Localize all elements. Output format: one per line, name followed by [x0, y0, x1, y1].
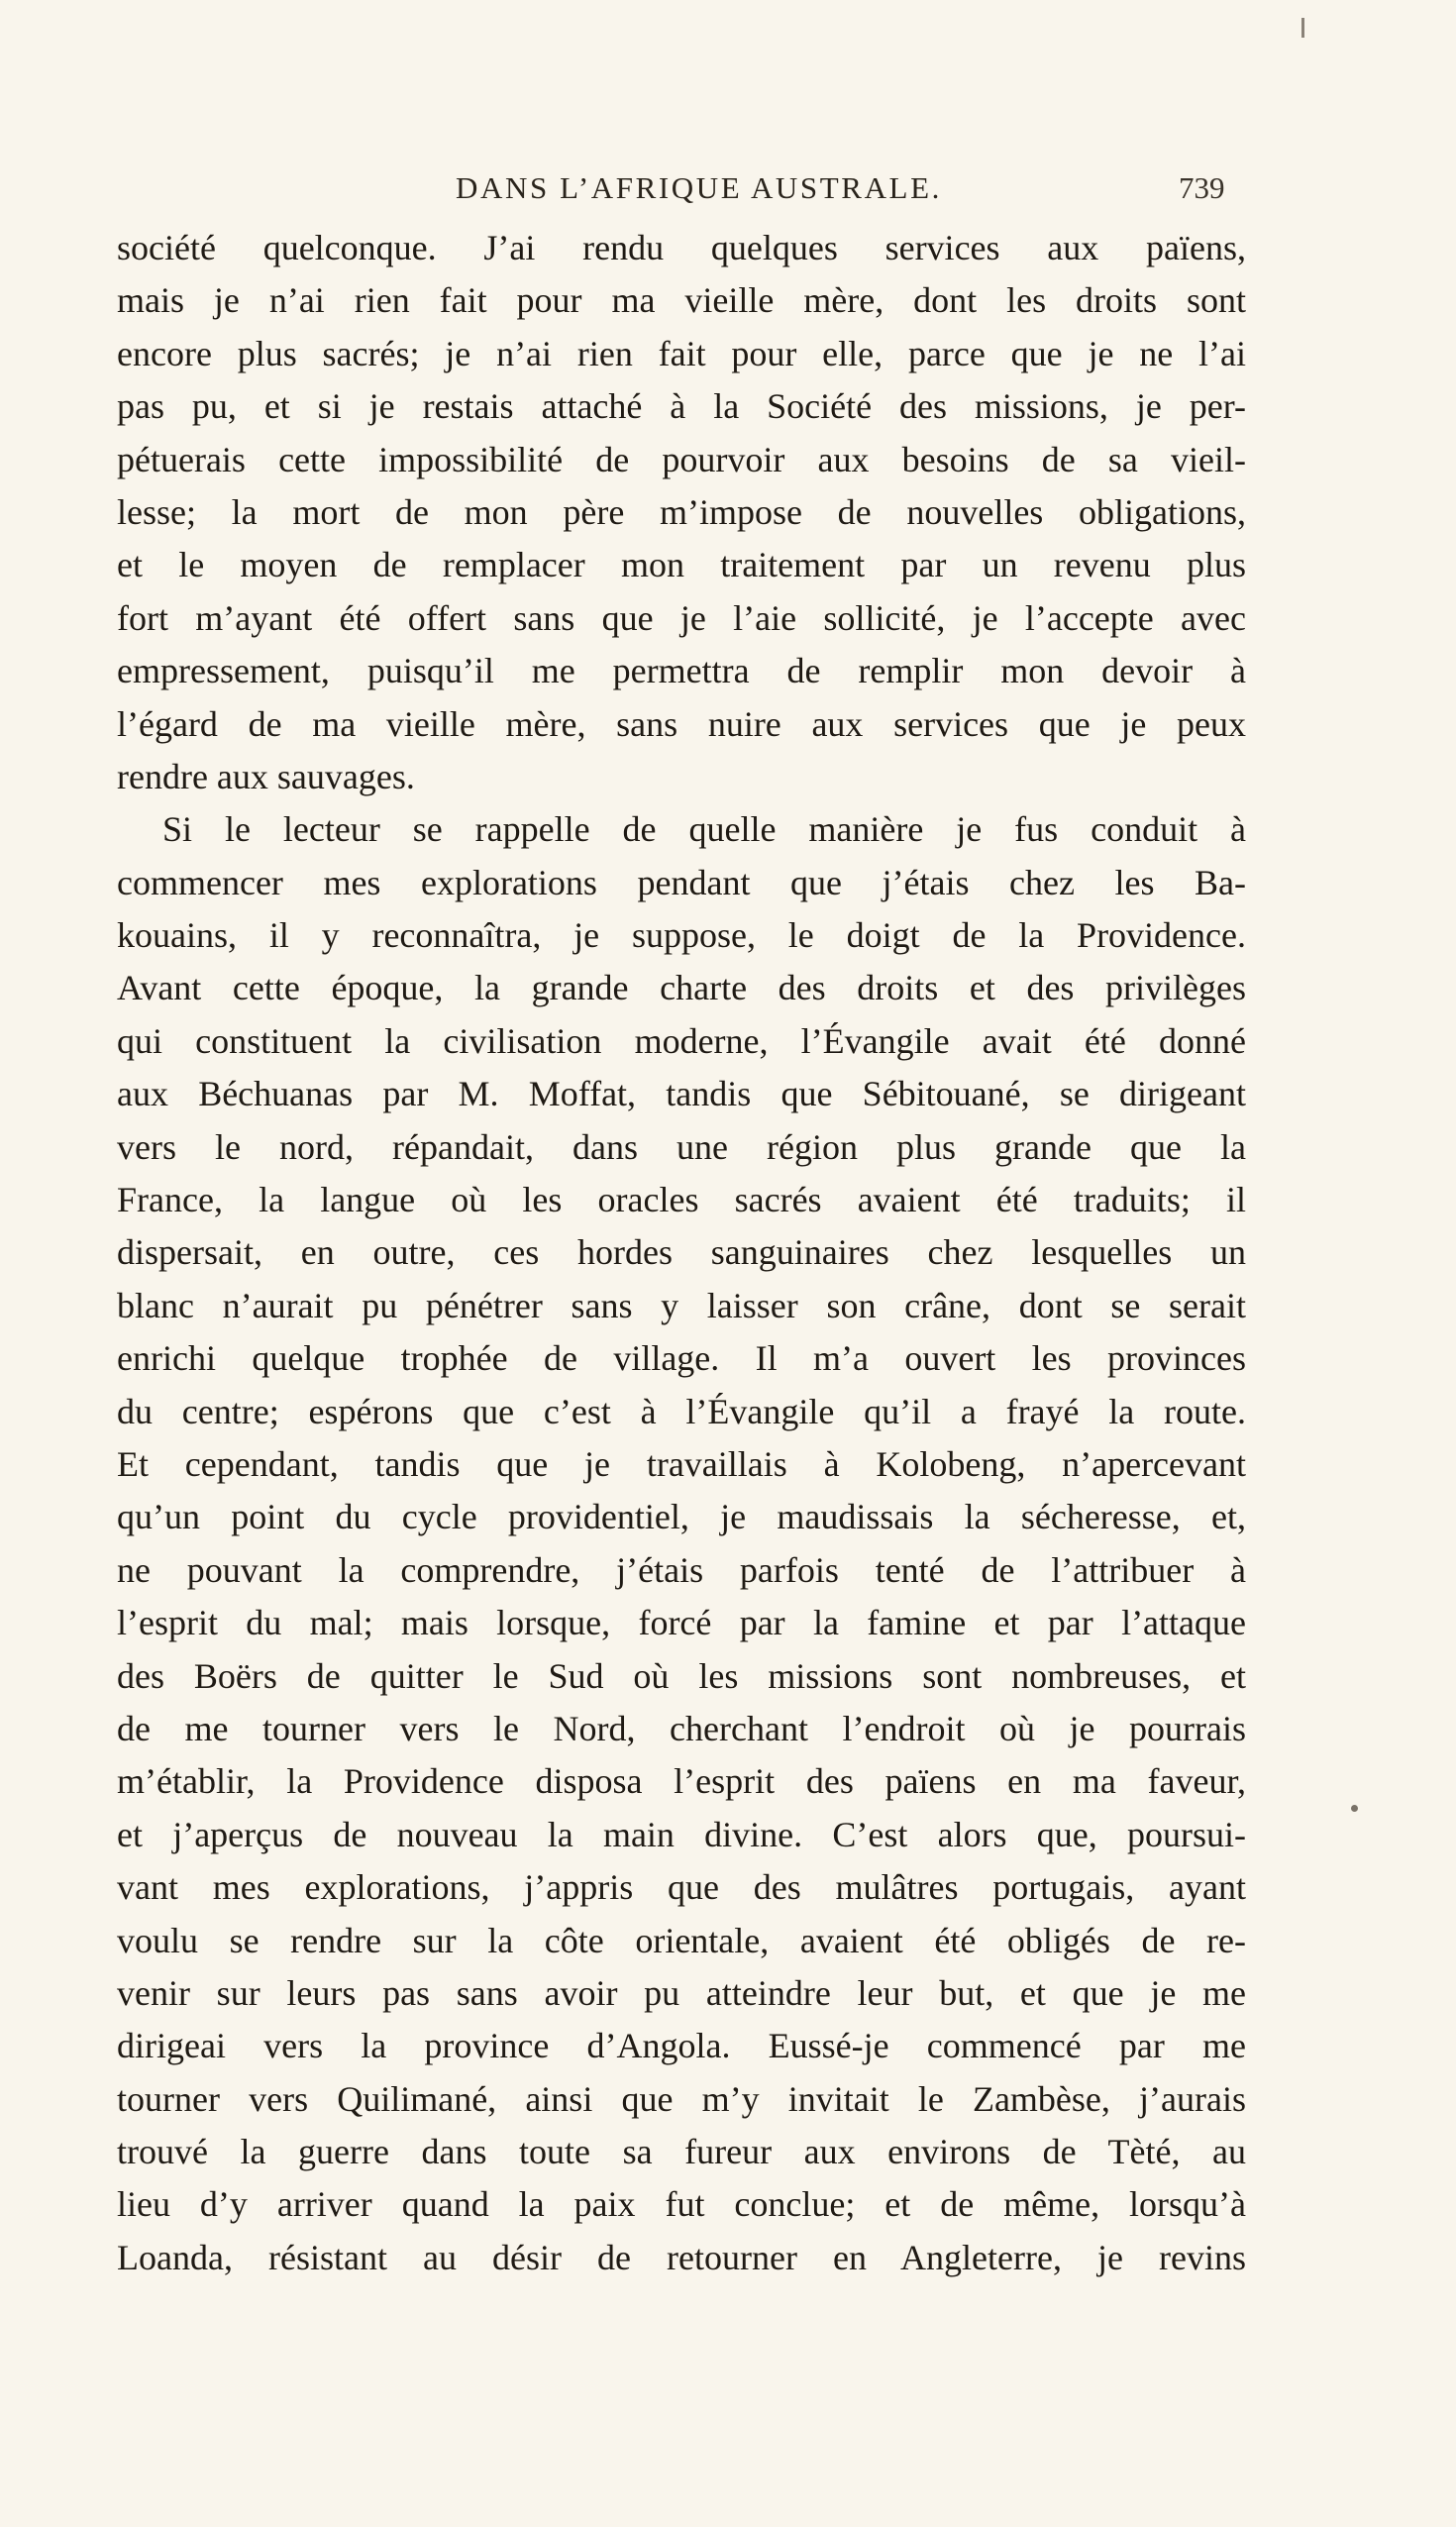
text-line: dirigeai vers la province d’Angola. Eussé-je commencé par me — [117, 2026, 1246, 2066]
text-line: encore plus sacrés; je n’ai rien fait pour elle, parce que je ne l’ai — [117, 333, 1246, 373]
text-line: pétuerais cette impossibilité de pourvoir aux besoins de sa vieil- — [117, 439, 1246, 479]
text-line: tourner vers Quilimané, ainsi que m’y invitait le Zambèse, j’aurais — [117, 2078, 1246, 2119]
running-head: DANS L’AFRIQUE AUSTRALE. — [456, 170, 942, 205]
text-line: pas pu, et si je restais attaché à la Société des missions, je per- — [117, 386, 1246, 427]
text-line: société quelconque. J’ai rendu quelques services aux païens, — [117, 228, 1246, 267]
text-line: qu’un point du cycle providentiel, je maudissais la sécheresse, et, — [117, 1497, 1246, 1537]
text-line: trouvé la guerre dans toute sa fureur aux environs de Tèté, au — [117, 2132, 1246, 2172]
text-line: ne pouvant la comprendre, j’étais parfois tenté de l’attribuer à — [117, 1549, 1246, 1590]
text-line: lesse; la mort de mon père m’impose de nouvelles obligations, — [117, 491, 1246, 532]
scan-mark — [1301, 18, 1304, 38]
text-line: empressement, puisqu’il me permettra de remplir mon devoir à — [117, 651, 1246, 691]
text-line: France, la langue où les oracles sacrés avaient été traduits; il — [117, 1180, 1246, 1220]
text-line: mais je n’ai rien fait pour ma vieille mère, dont les droits sont — [117, 280, 1246, 321]
text-line: l’esprit du mal; mais lorsque, forcé par la famine et par l’attaque — [117, 1603, 1246, 1643]
text-line: voulu se rendre sur la côte orientale, avaient été obligés de re- — [117, 1920, 1246, 1960]
text-line: commencer mes explorations pendant que j’étais chez les Ba- — [117, 862, 1246, 902]
text-line: des Boërs de quitter le Sud où les missions sont nombreuses, et — [117, 1655, 1246, 1696]
text-line: venir sur leurs pas sans avoir pu atteindre leur but, et que je me — [117, 1972, 1246, 2013]
text-line: l’égard de ma vieille mère, sans nuire aux services que je peux — [117, 703, 1246, 744]
text-line: m’établir, la Providence disposa l’esprit des païens en ma faveur, — [117, 1761, 1246, 1802]
text-line: du centre; espérons que c’est à l’Évangile qu’il a frayé la route. — [117, 1391, 1246, 1431]
text-line: et le moyen de remplacer mon traitement par un revenu plus — [117, 545, 1246, 585]
text-line: Si le lecteur se rappelle de quelle manière je fus conduit à — [162, 809, 1246, 850]
text-line: de me tourner vers le Nord, cherchant l’endroit où je pourrais — [117, 1708, 1246, 1748]
text-line: enrichi quelque trophée de village. Il m’a ouvert les provinces — [117, 1338, 1246, 1379]
page-number: 739 — [1179, 170, 1225, 205]
text-line: Avant cette époque, la grande charte des droits et des privilèges — [117, 968, 1246, 1008]
text-line: blanc n’aurait pu pénétrer sans y laisser son crâne, dont se serait — [117, 1285, 1246, 1325]
text-line: Loanda, résistant au désir de retourner en Angleterre, je revins — [117, 2237, 1246, 2277]
text-line: et j’aperçus de nouveau la main divine. C’est alors que, poursui- — [117, 1814, 1246, 1854]
text-line: kouains, il y reconnaîtra, je suppose, le doigt de la Providence. — [117, 915, 1246, 956]
text-line: lieu d’y arriver quand la paix fut conclue; et de même, lorsqu’à — [117, 2184, 1246, 2225]
text-line: aux Béchuanas par M. Moffat, tandis que Sébitouané, se dirigeant — [117, 1074, 1246, 1114]
text-line: Et cependant, tandis que je travaillais à Kolobeng, n’apercevant — [117, 1443, 1246, 1484]
text-line: dispersait, en outre, ces hordes sanguinaires chez lesquelles un — [117, 1232, 1246, 1273]
text-line: fort m’ayant été offert sans que je l’aie sollicité, je l’accepte avec — [117, 597, 1246, 638]
text-line: rendre aux sauvages. — [117, 756, 415, 796]
text-line: vers le nord, répandait, dans une région plus grande que la — [117, 1126, 1246, 1167]
text-line: qui constituent la civilisation moderne, l’Évangile avait été donné — [117, 1020, 1246, 1061]
text-line: vant mes explorations, j’appris que des mulâtres portugais, ayant — [117, 1867, 1246, 1908]
paragraph-1 — [117, 222, 1246, 803]
paragraph-2 — [117, 803, 1246, 2284]
page-body — [117, 222, 1246, 2284]
paper-speck — [1351, 1805, 1358, 1812]
